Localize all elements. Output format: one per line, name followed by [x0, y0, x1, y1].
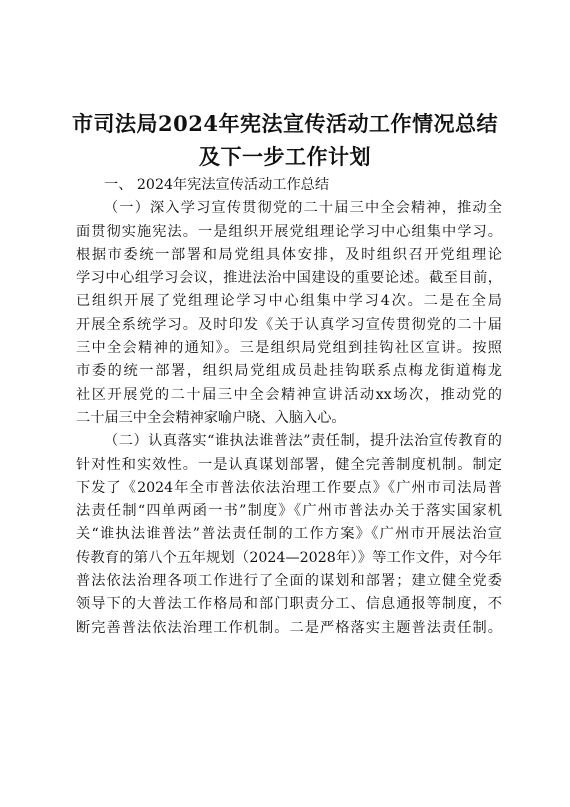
paragraph-2-line: 断完善普法依法治理工作机制。二是严格落实主题普法责任制。 — [76, 619, 502, 636]
paragraph-1-line: 根据市委统一部署和局党组具体安排，及时组织召开党组理论 — [76, 246, 502, 263]
paragraph-1-line: 学习中心组学习会议，推进法治中国建设的重要论述。截至目前， — [76, 270, 502, 287]
paragraph-2-line: 针对性和实效性。一是认真谋划部署，健全完善制度机制。制定 — [76, 456, 502, 473]
paragraph-1-line: （一）深入学习宣传贯彻党的二十届三中全会精神，推动全 — [104, 200, 502, 217]
paragraph-2-line: （二）认真落实“谁执法谁普法”责任制，提升法治宣传教育的 — [104, 433, 502, 450]
paragraph-1-line: 二十届三中全会精神家喻户晓、入脑入心。 — [76, 409, 346, 426]
paragraph-1-line: 已组织开展了党组理论学习中心组集中学习4次。二是在全局 — [76, 293, 502, 310]
paragraph-1-line: 开展全系统学习。及时印发《关于认真学习宣传贯彻党的二十届 — [76, 316, 502, 333]
paragraph-2-line: 领导下的大普法工作格局和部门职责分工、信息通报等制度，不 — [76, 596, 502, 613]
document-title-line-1: 市司法局2024年宪法宣传活动工作情况总结 — [72, 111, 498, 136]
paragraph-1-line: 社区开展党的二十届三中全会精神宣讲活动xx场次，推动党的 — [76, 386, 502, 403]
document-title-line-2: 及下一步工作计划 — [199, 144, 371, 169]
paragraph-2-line: 下发了《2024年全市普法依法治理工作要点》《广州市司法局普 — [76, 479, 502, 496]
paragraph-1-line: 三中全会精神的通知》。三是组织局党组到挂钩社区宣讲。按照 — [76, 340, 502, 357]
section-heading: 一、 2024年宪法宣传活动工作总结 — [104, 177, 330, 193]
paragraph-2-line: 关“谁执法谁普法”普法责任制的工作方案》《广州市开展法治宣 — [76, 526, 502, 543]
paragraph-1-line: 面贯彻实施宪法。一是组织开展党组理论学习中心组集中学习。 — [76, 223, 502, 240]
paragraph-2-line: 普法依法治理各项工作进行了全面的谋划和部署；建立健全党委 — [76, 573, 502, 590]
paragraph-1-line: 市委的统一部署，组织局党组成员赴挂钩联系点梅龙街道梅龙 — [76, 363, 502, 380]
paragraph-2-line: 法责任制“四单两函一书”制度》《广州市普法办关于落实国家机 — [76, 503, 502, 520]
paragraph-2-line: 传教育的第八个五年规划（2024—2028年）》等工作文件，对今年 — [76, 549, 502, 566]
document-body — [76, 174, 502, 640]
